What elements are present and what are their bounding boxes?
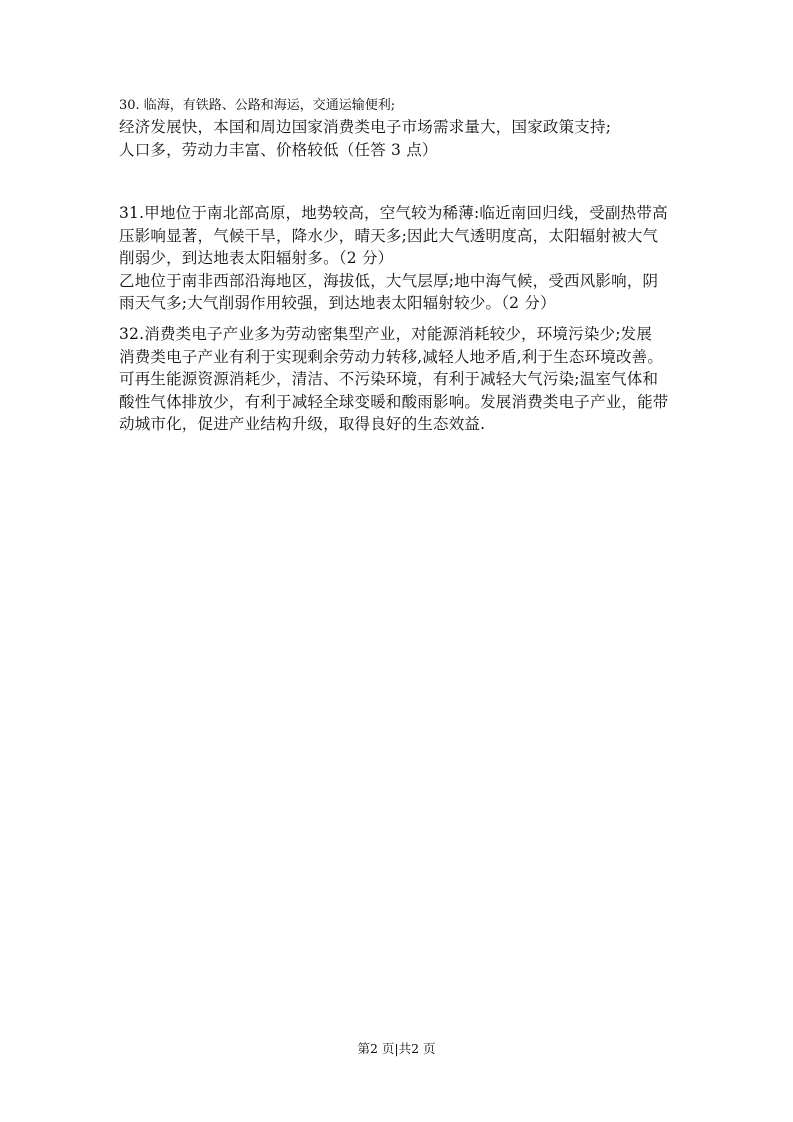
answer-30 [119, 96, 679, 161]
answer-31-line-1: 31.甲地位于南北部高原，地势较高，空气较为稀薄:临近南回归线，受副热带高 [119, 204, 668, 222]
answer-32-line-5: 动城市化，促进产业结构升级，取得良好的生态效益. [119, 415, 486, 433]
answer-31 [119, 202, 679, 315]
answer-32 [119, 323, 679, 436]
answer-30-line-1: 30. 临海，有铁路、公路和海运，交通运输便利; [119, 98, 396, 113]
answer-32-line-4: 酸性气体排放少，有利于减轻全球变暖和酸雨影响。发展消费类电子产业，能带 [119, 392, 669, 411]
page-number-footer: 第2 页|共2 页 [357, 1041, 436, 1056]
answer-32-line-2: 消费类电子产业有利于实现剩余劳动力转移,减轻人地矛盾,利于生态环境改善。 [119, 347, 664, 366]
answer-30-line-2: 经济发展快，本国和周边国家消费类电子市场需求量大，国家政策支持; [119, 118, 612, 136]
answer-31-line-5: 雨天气多;大气削弱作用较强，到达地表太阳辐射较少。（2 分） [119, 294, 556, 312]
answer-31-line-4: 乙地位于南非西部沿海地区，海拔低，大气层厚;地中海气候，受西风影响，阴 [119, 271, 659, 290]
answer-32-line-3: 可再生能源资源消耗少，清洁、不污染环境，有利于减轻大气污染;温室气体和 [119, 370, 659, 388]
answer-31-line-3: 削弱少，到达地表太阳辐射多。（2 分） [119, 249, 394, 267]
answer-32-line-1: 32.消费类电子产业多为劳动密集型产业，对能源消耗较少，环境污染少;发展 [119, 325, 653, 343]
answer-30-line-3: 人口多，劳动力丰富、价格较低（任答 3 点） [119, 140, 438, 159]
answer-31-line-2: 压影响显著，气候干旱，降水少，晴天多;因此大气透明度高，太阳辐射被大气 [119, 226, 659, 245]
